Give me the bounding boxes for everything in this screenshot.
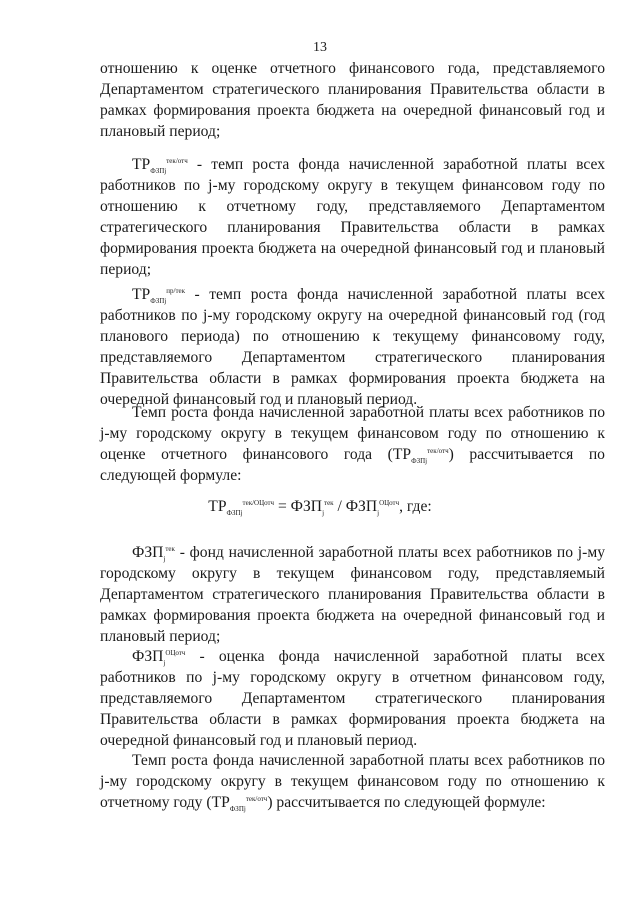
definition-2 bbox=[100, 284, 605, 410]
definition-4 bbox=[100, 646, 605, 751]
p2-text-before: Темп роста фонда начисленной заработной платы всех работников по j-му городскому округу в текущем финансовом году по отношению к оценке отчетного финансового года ( bbox=[100, 404, 605, 463]
formula bbox=[0, 498, 640, 516]
p3-superscript: тек/отч bbox=[245, 794, 268, 803]
def4-superscript: ОЦотч bbox=[165, 648, 186, 657]
paragraph-1 bbox=[100, 58, 605, 142]
def4-text: - оценка фонда начисленной заработной платы всех работников по j-му городскому округу в отчетном финансовом году, представляемого Департаментом стратегического планирования Правительства области в рамках формирования проекта бюджета на очередной финансовый год и плановый период. bbox=[100, 648, 605, 749]
formula-term2-subscript: j bbox=[377, 509, 380, 518]
definition-1 bbox=[100, 154, 605, 280]
p3-text-before: Темп роста фонда начисленной заработной платы всех работников по j-му городскому округу в текущем финансовом году по отношению к отчетному году ( bbox=[100, 752, 605, 811]
definition-3 bbox=[100, 542, 605, 647]
p3-symbol: ТР bbox=[211, 794, 230, 811]
paragraph-3 bbox=[100, 750, 605, 813]
def2-subscript: ФЗПj bbox=[150, 297, 167, 306]
paragraph-1-text: отношению к оценке отчетного финансового года, представляемого Департаментом стратегического планирования Правительства области в рамках формирования проекта бюджета на очередной финансовый год и плановый период; bbox=[100, 60, 605, 140]
p2-symbol: ТР bbox=[392, 446, 412, 463]
formula-lhs-superscript: тек/ОЦотч bbox=[242, 498, 275, 507]
def1-subscript: ФЗПj bbox=[150, 167, 167, 176]
formula-term1-subscript: j bbox=[322, 509, 325, 518]
def2-symbol: ТР bbox=[132, 286, 151, 303]
def4-subscript: j bbox=[163, 659, 166, 668]
formula-term2-superscript: ОЦотч bbox=[379, 498, 400, 507]
def2-text: - темп роста фонда начисленной заработной платы всех работников по j-му городскому округу на очередной финансовый год (год планового периода) по отношению к текущему финансовому году, представляемого Департаментом стратегического планирования Правительства области в рамках формирования проекта бюджета на очередной финансовый год и плановый период. bbox=[100, 286, 605, 408]
page-number: 13 bbox=[313, 40, 327, 55]
def1-symbol: ТР bbox=[132, 156, 151, 173]
formula-equals: = ФЗП bbox=[274, 498, 323, 515]
formula-term1-superscript: тек bbox=[324, 498, 334, 507]
p3-subscript: ФЗПj bbox=[229, 805, 246, 814]
def3-superscript: тек bbox=[165, 544, 175, 553]
def4-symbol: ФЗП bbox=[132, 648, 164, 665]
formula-lhs: ТР bbox=[208, 498, 227, 515]
p3-text-after: ) рассчитывается по следующей формуле: bbox=[267, 794, 546, 811]
p2-subscript: ФЗПj bbox=[411, 457, 428, 466]
def3-text: - фонд начисленной заработной платы всех работников по j-му городскому округу в текущем финансовом году, представляемый Департаментом стратегического планирования Правительства области в рамках формирования проекта бюджета на очередной финансовый год и плановый период; bbox=[100, 544, 605, 645]
p2-text-after: ) рассчитывается по следующей формуле: bbox=[100, 446, 605, 484]
def1-text: - темп роста фонда начисленной заработной платы всех работников по j-му городскому округу в текущем финансовом году по отношению к отчетному году, представляемого Департаментом стратегического планирования Правительства области в рамках формирования проекта бюджета на очередной финансовый год и плановый период; bbox=[100, 156, 605, 278]
p2-superscript: тек/отч bbox=[427, 446, 449, 455]
formula-divide: / ФЗП bbox=[333, 498, 378, 515]
formula-lhs-subscript: ФЗПj bbox=[226, 509, 243, 518]
def3-symbol: ФЗП bbox=[132, 544, 164, 561]
formula-tail: , где: bbox=[399, 498, 432, 515]
paragraph-2 bbox=[100, 402, 605, 486]
def3-subscript: j bbox=[163, 555, 166, 564]
def1-superscript: тек/отч bbox=[166, 156, 188, 165]
def2-superscript: пр/тек bbox=[166, 286, 186, 295]
